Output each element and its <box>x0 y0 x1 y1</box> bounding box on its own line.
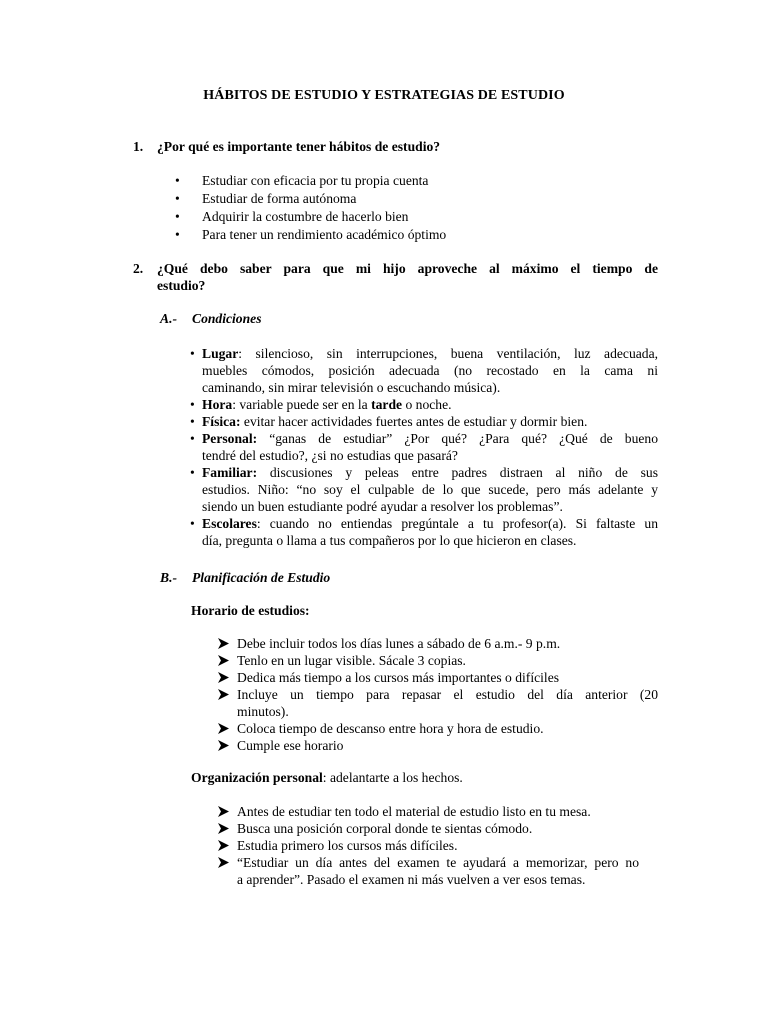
list-item: • Estudiar de forma autónoma <box>175 191 357 206</box>
bullet-dot-icon: • <box>175 209 180 224</box>
q1-bullet-list <box>175 172 505 244</box>
item-term: Personal: <box>202 431 258 446</box>
section-a-title: Condiciones <box>192 311 262 326</box>
list-item: Cumple ese horario <box>218 737 658 754</box>
org-title: Organización personal <box>191 770 323 785</box>
item-term: Física: <box>202 414 241 429</box>
list-item: • Escolares: cuando no entiendas pregúntale a tu profesor(a). Si faltaste un día, pregunta o llama a tus compañeros por lo que hicieron en clases. <box>190 516 658 548</box>
arrow-bullet-icon <box>218 689 229 700</box>
arrow-bullet-icon <box>218 672 229 683</box>
horario-title: Horario de estudios: <box>191 603 310 618</box>
list-item: Tenlo en un lugar visible. Sácale 3 copias. <box>218 652 658 669</box>
list-item: • Lugar: silencioso, sin interrupciones, buena ventilación, luz adecuada, muebles cómodos, posición adecuada (no recostado en la cama ni caminando, sin mirar televisión o escuchando música). <box>190 346 658 395</box>
list-item: • Familiar: discusiones y peleas entre padres distraen al niño de sus estudios. Niño: “no soy el culpable de lo que sucede, pero más adelante y siendo un buen estudiante podré ayudar a resolver los problemas”. <box>190 465 658 514</box>
list-item: • Hora: variable puede ser en la tarde o noche. <box>190 397 452 412</box>
list-item: Busca una posición corporal donde te sientas cómodo. <box>218 820 658 837</box>
item-term: Hora <box>202 397 233 412</box>
list-item: Coloca tiempo de descanso entre hora y hora de estudio. <box>218 720 658 737</box>
arrow-bullet-icon <box>218 823 229 834</box>
list-item: Dedica más tiempo a los cursos más importantes o difíciles <box>218 669 658 686</box>
list-item: • Estudiar con eficacia por tu propia cuenta <box>175 173 429 188</box>
section-b-label: B.- <box>160 570 177 585</box>
item-term: Familiar: <box>202 465 258 480</box>
section-b-title: Planificación de Estudio <box>192 570 331 585</box>
arrow-bullet-icon <box>218 806 229 817</box>
list-item: • Para tener un rendimiento académico óptimo <box>175 227 447 242</box>
q2-text-line1: ¿Qué debo saber para que mi hijo aproveche al máximo el tiempo de <box>157 261 658 276</box>
bullet-dot-icon: • <box>175 173 180 188</box>
bullet-dot-icon: • <box>175 227 180 242</box>
conditions-list <box>190 345 658 549</box>
org-list <box>218 803 658 888</box>
q1-number: 1. <box>133 139 144 154</box>
bullet-dot-icon: • <box>175 191 180 206</box>
list-item: Debe incluir todos los días lunes a sábado de 6 a.m.- 9 p.m. <box>218 635 658 652</box>
list-item: • Personal: “ganas de estudiar” ¿Por qué? ¿Para qué? ¿Qué de bueno tendré del estudio?, ¿si no estudias que pasará? <box>190 431 658 463</box>
bullet-dot-icon: • <box>190 516 195 531</box>
q1-text: ¿Por qué es importante tener hábitos de estudio? <box>157 139 441 154</box>
list-item: • Física: evitar hacer actividades fuertes antes de estudiar y dormir bien. <box>190 414 588 429</box>
q2-text-line2: estudio? <box>157 278 206 293</box>
item-term: Escolares <box>202 516 257 531</box>
arrow-bullet-icon <box>218 723 229 734</box>
horario-list <box>218 635 658 754</box>
arrow-bullet-icon <box>218 840 229 851</box>
list-item: • Adquirir la costumbre de hacerlo bien <box>175 209 409 224</box>
arrow-bullet-icon <box>218 857 229 868</box>
list-item: “Estudiar un día antes del examen te ayudará a memorizar, pero no a aprender”. Pasado el examen ni más vuelven a ver esos temas. <box>218 854 658 888</box>
arrow-bullet-icon <box>218 655 229 666</box>
bullet-dot-icon: • <box>190 465 195 480</box>
document-title: HÁBITOS DE ESTUDIO Y ESTRATEGIAS DE ESTUDIO <box>203 88 565 103</box>
arrow-bullet-icon <box>218 638 229 649</box>
bullet-dot-icon: • <box>190 346 195 361</box>
bullet-dot-icon: • <box>190 414 195 429</box>
list-item: Estudia primero los cursos más difíciles. <box>218 837 658 854</box>
list-item: Antes de estudiar ten todo el material de estudio listo en tu mesa. <box>218 803 658 820</box>
org-heading: Organización personal: adelantarte a los hechos. <box>191 770 463 785</box>
item-term: Lugar <box>202 346 239 361</box>
bullet-dot-icon: • <box>190 431 195 446</box>
q2-number: 2. <box>133 261 144 276</box>
arrow-bullet-icon <box>218 740 229 751</box>
section-a-label: A.- <box>160 311 177 326</box>
bullet-dot-icon: • <box>190 397 195 412</box>
list-item: Incluye un tiempo para repasar el estudio del día anterior (20 minutos). <box>218 686 658 720</box>
